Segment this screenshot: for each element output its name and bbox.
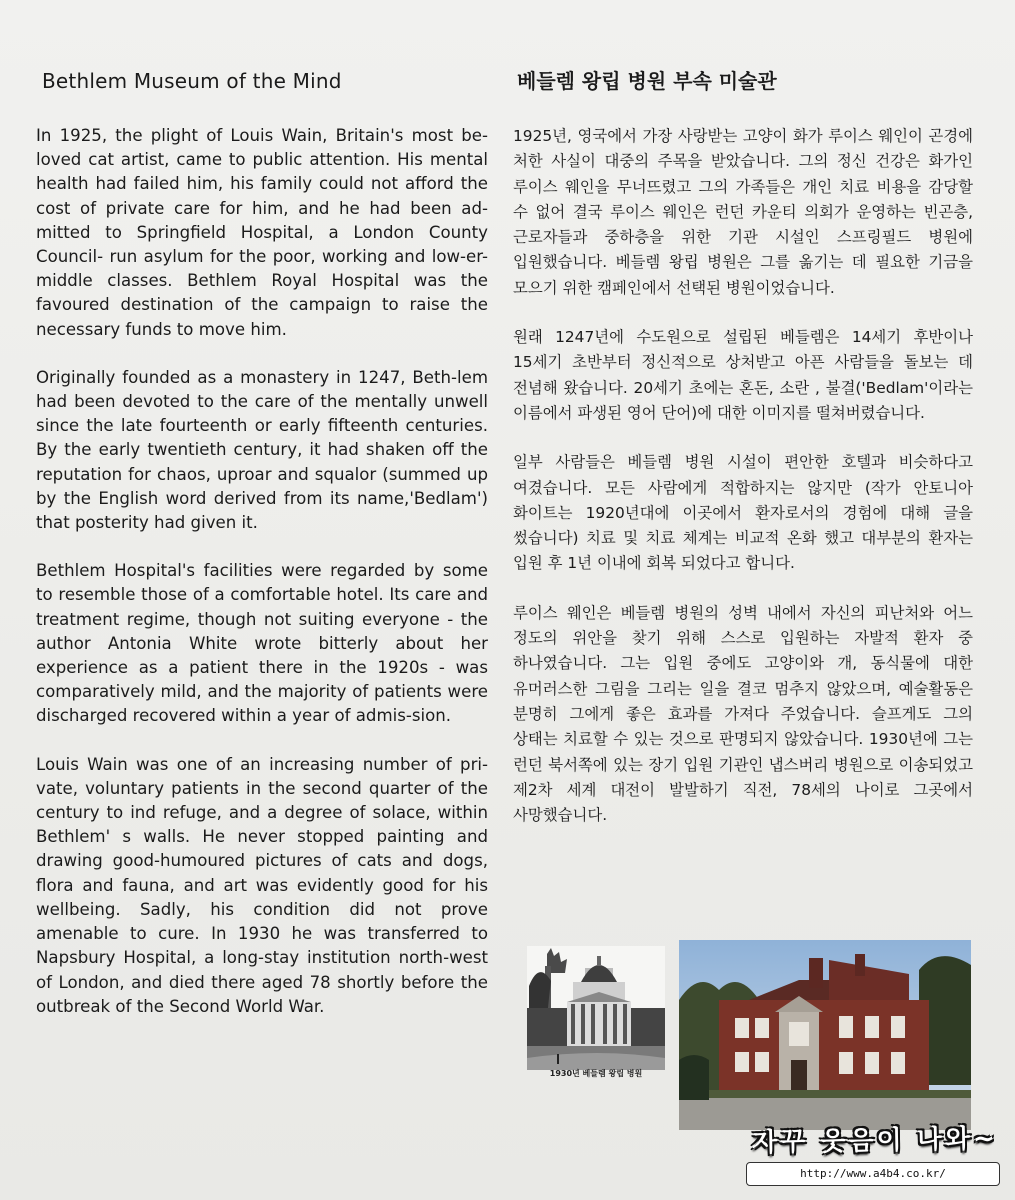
- watermark-text: 자꾸 웃음이 나와~: [751, 1123, 998, 1159]
- english-title: Bethlem Museum of the Mind: [42, 69, 342, 93]
- korean-body: [513, 124, 973, 828]
- historic-photos: [527, 940, 971, 1140]
- english-paragraph-1: In 1925, the plight of Louis Wain, Britain's most be-loved cat artist, came to public attention. His mental health had failed him, his family could not afford the cost of private care for him, and he had been ad-mitted to Springfield Hospital, a London County Council- run asylum for the poor, working and low-er-middle classes. Bethlem Royal Hospital was the favoured destination of the campaign to raise the necessary funds to move him.: [36, 126, 488, 339]
- korean-paragraph-1: 1925년, 영국에서 가장 사랑받는 고양이 화가 루이스 웨인이 곤경에 처한 사실이 대중의 주목을 받았습니다. 그의 정신 건강은 화가인 루이스 웨인을 무너뜨렸고 그의 가족들은 개인 치료 비용을 감당할 수 없어 결국 루이스 웨인은 런던 카운티 의회가 운영하는 빈곤층, 근로자들과 중하층을 위한 기관 시설인 스프링필드 병원에 입원했습니다. 베들렘 왕립 병원은 그를 옮기는 데 필요한 기금을 모으기 위한 캠페인에서 선택된 병원이었습니다.: [513, 127, 973, 297]
- dome-building-illustration: [527, 946, 665, 1070]
- english-column: [36, 66, 488, 1043]
- english-paragraph-2: Originally founded as a monastery in 1247, Beth-lem had been devoted to the care of the mentally unwell since the late fourteenth or early fifteenth centuries. By the early twentieth century, it had shaken off the reputation for chaos, uproar and squalor (summed up by the English word derived from its name,'Bedlam') that posterity had given it.: [36, 367, 488, 533]
- english-paragraph-4: Louis Wain was one of an increasing number of pri-vate, voluntary patients in the second quarter of the century to ind refuge, and a degree of solace, within Bethlem' s walls. He never stopped painting and drawing good-humoured pictures of cats and dogs, flora and fauna, and art was evidently good for his wellbeing. Sadly, his condition did not prove amenable to cure. In 1930 he was transferred to Napsbury Hospital, a long-stay institution north-west of London, and died there aged 78 shortly before the outbreak of the Second World War.: [36, 754, 488, 1016]
- english-body: [36, 124, 488, 1019]
- photo-bethlem-brick-building: [679, 940, 971, 1130]
- photo-bethlem-dome-1930: [527, 946, 665, 1070]
- korean-paragraph-4: 루이스 웨인은 베들렘 병원의 성벽 내에서 자신의 피난처와 어느 정도의 위안을 찾기 위해 스스로 입원하는 자발적 환자 중 하나였습니다. 그는 입원 중에도 고양이와 개, 동식물에 대한 유머러스한 그림을 그리는 일을 결코 멈추지 않았으며, 예술활동은 분명히 그에게 좋은 효과를 가져다 주었습니다. 슬프게도 그의 상태는 치료할 수 있는 것으로 판명되지 않았습니다. 1930년에 그는 런던 북서쪽에 있는 장기 입원 기관인 냅스버리 병원으로 이송되었고 제2차 세계 대전이 발발하기 직전, 78세의 나이로 그곳에서 사망했습니다.: [513, 603, 973, 825]
- korean-column: [513, 66, 973, 852]
- korean-paragraph-2: 원래 1247년에 수도원으로 설립된 베들렘은 14세기 후반이나 15세기 초반부터 정신적으로 상처받고 아픈 사람들을 돌보는 데 전념해 왔습니다. 20세기 초에는 혼돈, 소란 , 불결('Bedlam'이라는 이름에서 파생된 영어 단어)에 대한 이미지를 떨쳐버렸습니다.: [513, 328, 973, 422]
- brick-building-illustration: [679, 940, 971, 1130]
- korean-title: 베들렘 왕립 병원 부속 미술관: [517, 69, 777, 93]
- english-paragraph-3: Bethlem Hospital's facilities were regarded by some to resemble those of a comfortable hotel. Its care and treatment regime, though not suiting everyone - the author Antonia White wrote bitterly about her experience as a patient there in the 1920s - was comparatively mild, and the majority of patients were discharged recovered within a year of admis-sion.: [36, 561, 488, 726]
- photo-caption-1930: 1930년 베들렘 왕립 병원: [549, 1069, 643, 1078]
- korean-paragraph-3: 일부 사람들은 베들렘 병원 시설이 편안한 호텔과 비슷하다고 여겼습니다. 모든 사람에게 적합하지는 않지만 (작가 안토니아 화이트는 1920년대에 이곳에서 환자로서의 경험에 대해 글을 썼습니다) 치료 및 치료 체계는 비교적 온화 했고 대부분의 환자는 입원 후 1년 이내에 회복 되었다고 합니다.: [513, 453, 973, 573]
- watermark-url: http://www.a4b4.co.kr/: [746, 1162, 1000, 1186]
